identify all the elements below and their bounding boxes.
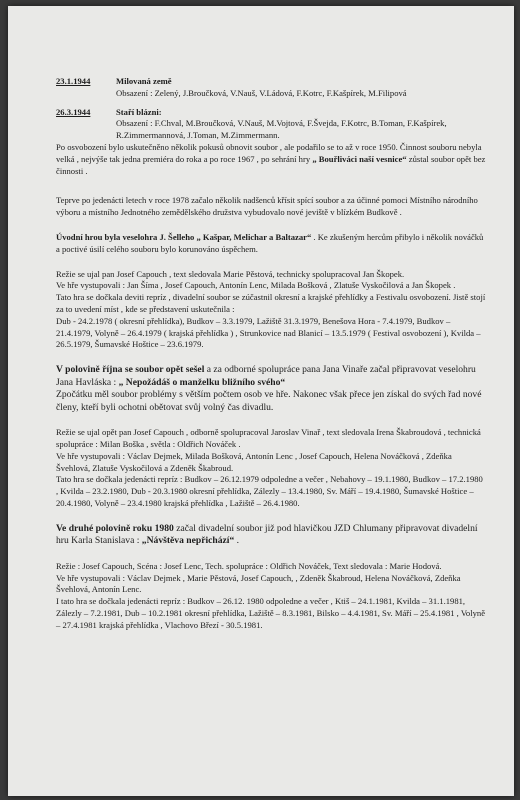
section-lead: V polovině října se soubor opět sešel	[56, 364, 205, 376]
play-title: „ Nepožádáš o manželku bližního svého“	[118, 376, 286, 388]
play-title: „ Bouřliváci naší vesnice“	[312, 153, 407, 164]
section-lead: Ve druhé polovině roku 1980	[56, 522, 174, 534]
entry-title: Staří blázni:	[116, 106, 162, 117]
entry-date: 23.1.1944	[56, 76, 91, 86]
play-entry	[56, 76, 486, 88]
document-body	[56, 76, 486, 632]
paragraph-first-play-details: Režie se ujal pan Josef Capouch , text sledovala Marie Pěstová, technicky spolupracoval Jan Škopek. Ve hře vystupovali : Jan Šíma , Josef Capouch, Antonín Lenc, Milada Bošková , Zlatuše Vyskočilová a Jan Škopek . Tato hra se dočkala deviti repríz , divadelní soubor se zúčastnil okresní a krajské přehlídky a Festivalu osvobození. Jistě stojí za to uvedení míst , kde se představení uskutečnila : Dub - 24.2.1978 ( okresní přehlídka), Budkov – 3.3.1979, Lažiště 31.3.1979, Benešova Hora - 7.4.1979, Budkov – 21.4.1979, Volyně – 26.4.1979 ( krajská přehlídka ) , Strunkovice nad Blanicí – 13.5.1979 ( Festival osvobození ), Kvilda – 26.5.1979, Šumavské Hoštice – 23.6.1979.	[56, 268, 486, 350]
paragraph-third-play: Ve druhé polovině roku 1980 začal divadelní soubor již pod hlavičkou JZD Chlumany připravovat divadelní hru Karla Stanislava : „Návštěva nepřichází“ .	[56, 522, 478, 547]
play-title: „Návštěva nepřichází“	[141, 535, 235, 547]
paragraph-third-play-details: Režie : Josef Capouch, Scéna : Josef Lenc, Tech. spolupráce : Oldřich Nováček, Text sledovala : Marie Hodová. Ve hře vystupovali : Václav Dejmek , Marie Pěstová, Josef Capouch, , Zdeněk Škabroud, Helena Nováčková, Zdeňka Švehlová, Antonín Lenc. I tato hra se dočkala jedenácti repríz : Budkov – 26.12. 1980 odpoledne a večer , Ktiš – 24.1.1981, Kvilda – 31.1.1981, Zálezly – 7.2.1981, Dub – 10.2.1981 okresní přehlídka, Lažiště – 8.3.1981, Bilsko – 4.4.1981, Sv. Máří – 25.4.1981 , Volyně – 27.4.1981 krajská přehlídka , Vlachovo Březí - 30.5.1981.	[56, 560, 486, 630]
entry-cast: Obsazení : Zelený, J.Broučková, V.Nauš, V.Ládová, F.Kotrc, F.Kašpírek, M.Filipová	[116, 87, 407, 98]
entry-cast: Obsazení : F.Chval, M.Broučková, V.Nauš, M.Vojtová, F.Švejda, F.Kotrc, B.Toman, F.Kašpírek, R.Zimmermannová, J.Toman, M.Zimmermann.	[116, 118, 447, 141]
play-entry	[56, 107, 486, 119]
play-title: Úvodní hrou byla veselohra J. Šelleho „ Kašpar, Melichar a Baltazar“	[56, 231, 312, 242]
paragraph-second-play-details: Režie se ujal opět pan Josef Capouch , odborně spolupracoval Jaroslav Vinař , text sledovala Irena Škabroudová , technická spolupráce : Milan Boška , světla : Oldřich Nováček . Ve hře vystupovali : Václav Dejmek, Milada Bošková, Antonín Lenc , Josef Capouch, Helena Nováčková , Zdeňka Švehlová, Zlatuše Vyskočilová a Zdeněk Škabroud. Tato hra se dočkala jedenácti repríz : Budkov – 26.12.1979 odpoledne a večer , Nebahovy – 19.1.1980, Budkov – 17.2.1980 , Kvilda – 23.2.1980, Dub - 20.3.1980 okresní přehlídka, Zálezly – 13.4.1980, Sv. Máří – 19.4.1980, Šumavské Hoštice – 20.4.1980, Volyně – 23.4.1980 krajská přehlídka , Lažiště – 26.4.1980.	[56, 427, 483, 508]
entry-date: 26.3.1944	[56, 106, 91, 117]
document-page	[8, 6, 514, 796]
paragraph-postwar: Po osvobození bylo uskutečněno několik pokusů obnovit soubor , ale podařilo se to až v roce 1950. Činnost souboru nebyla velká , nejvýše tak jedna premiéra do roka a po roce 1967 , po sehrání hry „ Bouřliváci naší vesnice“ zůstal soubor opět bez činnosti .	[56, 141, 486, 176]
paragraph-second-play: V polovině října se soubor opět sešel a za odborné spolupráce pana Jana Vinaře začal připravovat veselohru Jana Havláska : „ Nepožádáš o manželku bližního svého“ Zpočátku měl soubor problémy s větším počtem osob ve hře. Nakonec však přece jen získal do svých řad nové členy, kteří byli ochotni obětovat svůj volný čas divadlu.	[56, 364, 482, 413]
entry-title: Milovaná země	[116, 76, 172, 86]
paragraph-revival: Teprve po jedenácti letech v roce 1978 začalo několik nadšenců křísit spící soubor a za účinné pomoci Místního národního výboru a místního Jednotného zemědělského družstva vybudovalo nové jeviště v blízkém Budkově .	[56, 195, 478, 218]
paragraph-first-play: Úvodní hrou byla veselohra J. Šelleho „ Kašpar, Melichar a Baltazar“ . Ke zkušeným hercům přibylo i několik nováčků a poctivé úsilí celého souboru bylo korunováno úspěchem.	[56, 231, 484, 254]
